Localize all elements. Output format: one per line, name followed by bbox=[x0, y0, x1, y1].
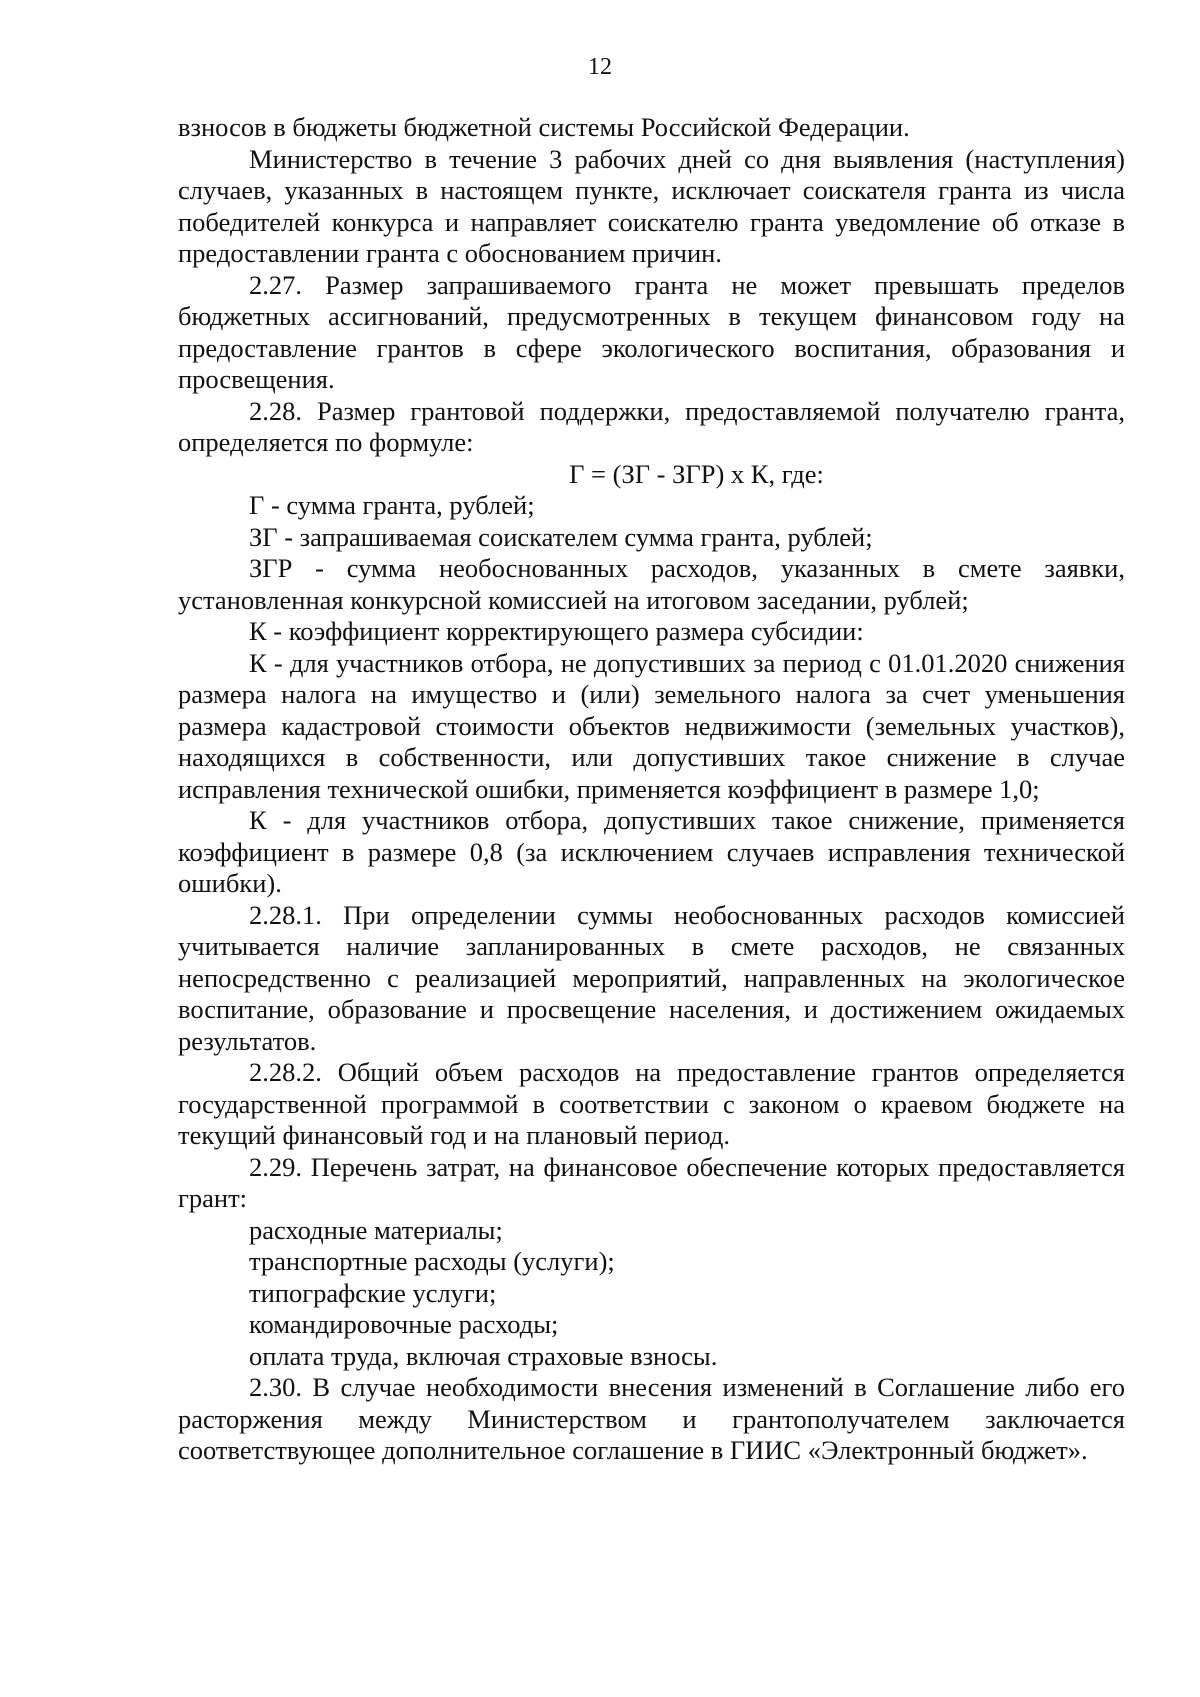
paragraph: 2.28. Размер грантовой поддержки, предоставляемой получателю гранта, определяется по формуле: bbox=[178, 395, 1125, 457]
paragraph: Г - сумма гранта, рублей; bbox=[249, 490, 535, 520]
paragraph: ЗГ - запрашиваемая соискателем сумма гранта, рублей; bbox=[249, 521, 873, 552]
list-item: транспортные расходы (услуги); bbox=[249, 1246, 615, 1276]
list-item: расходные материалы; bbox=[249, 1214, 503, 1245]
paragraph: 2.28.1. При определении суммы необоснованных расходов комиссией учитывается наличие запланированных в смете расходов, не связанных непосредственно с реализацией мероприятий, направленных на экологическое воспитание, образование и просвещение населения, и достижением ожидаемых результатов. bbox=[178, 899, 1125, 1056]
list-item: оплата труда, включая страховые взносы. bbox=[249, 1340, 718, 1371]
paragraph: 2.27. Размер запрашиваемого гранта не может превышать пределов бюджетных ассигнований, предусмотренных в текущем финансовом году на предоставление грантов в сфере экологического воспитания, образования и просвещения. bbox=[178, 269, 1125, 394]
paragraph: 2.29. Перечень затрат, на финансовое обеспечение которых предоставляется грант: bbox=[178, 1151, 1125, 1213]
document-body bbox=[178, 112, 1125, 1467]
list-item: командировочные расходы; bbox=[249, 1309, 559, 1339]
page-number: 12 bbox=[588, 54, 612, 80]
paragraph: 2.30. В случае необходимости внесения изменений в Соглашение либо его расторжения между Министерством и грантополучателем заключается соответствующее дополнительное соглашение в ГИИС «Электронный бюджет». bbox=[178, 1372, 1125, 1465]
paragraph: К - коэффициент корректирующего размера субсидии: bbox=[249, 616, 864, 646]
paragraph: К - для участников отбора, допустивших такое снижение, применяется коэффициент в размере 0,8 (за исключением случаев исправления технической ошибки). bbox=[178, 805, 1125, 898]
paragraph: К - для участников отбора, не допустивших за период с 01.01.2020 снижения размера налога на имущество и (или) земельного налога за счет уменьшения размера кадастровой стоимости объектов недвижимости (земельных участков), находящихся в собственности, или допустивших такое снижение в случае исправления технической ошибки, применяется коэффициент в размере 1,0; bbox=[178, 647, 1125, 804]
paragraph: Министерство в течение 3 рабочих дней со дня выявления (наступления) случаев, указанных в настоящем пункте, исключает соискателя гранта из числа победителей конкурса и направляет соискателю гранта уведомление об отказе в предоставлении гранта с обоснованием причин. bbox=[178, 143, 1125, 268]
paragraph: взносов в бюджеты бюджетной системы Российской Федерации. bbox=[178, 112, 910, 142]
paragraph: 2.28.2. Общий объем расходов на предоставление грантов определяется государственной программой в соответствии с законом о краевом бюджете на текущий финансовый год и на плановый период. bbox=[178, 1057, 1125, 1150]
paragraph: ЗГР - сумма необоснованных расходов, указанных в смете заявки, установленная конкурсной комиссией на итоговом заседании, рублей; bbox=[178, 553, 1125, 615]
list-item: типографские услуги; bbox=[249, 1277, 497, 1308]
formula: Г = (ЗГ - ЗГР) х К, где: bbox=[569, 458, 824, 489]
